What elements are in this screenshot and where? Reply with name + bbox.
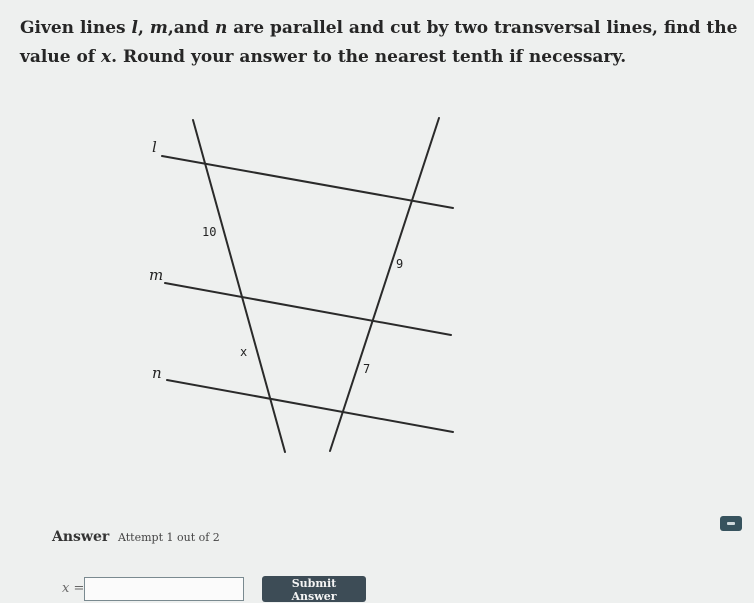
var-m: m: [149, 18, 168, 38]
line-n: [167, 380, 453, 432]
segment-label-x: x: [240, 345, 248, 359]
question-text: Given lines l, m,and n are parallel and cut by two transversal lines, find the value of x. Round your answer to the nearest tenth if necessary.: [20, 18, 738, 67]
answer-label: Answer: [52, 529, 110, 545]
attempt-counter: Attempt 1 out of 2: [118, 531, 220, 544]
var-x: x: [101, 47, 112, 67]
transversal-right: [330, 118, 439, 451]
line-m: [165, 283, 451, 335]
segment-label-7: 7: [363, 362, 371, 376]
keyboard-icon[interactable]: [720, 516, 742, 531]
segment-label-10: 10: [202, 225, 217, 239]
label-m: m: [149, 266, 164, 284]
var-n: n: [214, 18, 228, 38]
answer-variable-label: x =: [62, 581, 85, 596]
answer-input[interactable]: [84, 577, 244, 601]
segment-label-9: 9: [396, 257, 404, 271]
submit-answer-button[interactable]: Submit Answer: [262, 576, 366, 602]
var-l: l: [131, 18, 138, 38]
label-n: n: [152, 364, 162, 382]
label-l: l: [152, 138, 157, 156]
